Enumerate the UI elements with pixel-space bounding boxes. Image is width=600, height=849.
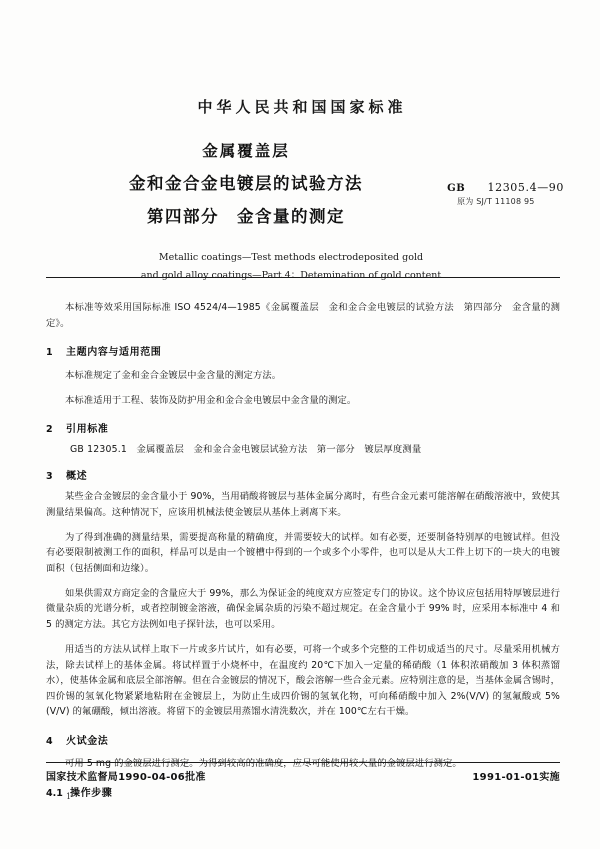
section-number-2: 2 [46, 424, 53, 436]
page-number: 1 [66, 792, 72, 801]
footer-divider [46, 762, 560, 763]
section-heading-1 [46, 343, 560, 358]
section-3-paragraph-2: 为了得到准确的测量结果，需要提高称量的精确度，并需要较大的试样。如有必要，还要制备特别厚的电镀试样。但没有必要限制被测工作的面积，样品可以是由一个镀槽中得到的一个或多个小零件，也可以是从大工件上切下的一块大的电镀面积（包括侧面和边缘）。 [46, 531, 560, 574]
standard-former-code: 原为 SJ/T 11108 95 [457, 196, 535, 206]
section-heading-4 [46, 732, 560, 747]
section-3-paragraph-4: 用适当的方法从试样上取下一片或多片试片，如有必要，可将一个或多个完整的工件切成适当的尺寸。尽量采用机械方法，除去试样上的基体金属。将试样置于小烧杯中，在温度约 20℃下加入一定量的稀硝酸（1 体积浓硝酸加 3 体积蒸馏水），使基体金属和底层全部溶解。但在合金镀层的情况下，酸会溶解一些合金元素。应特别注意的是，当基体金属含锡时，四价锡的氢氧化物紧紧地粘附在金镀层上，为防止生成四价锡的氢氧化物，可向稀硝酸中加入 2%(V/V) 的氢氟酸或 5%(V/V) 的氟硼酸，倾出溶液。将留下的金镀层用蒸馏水清洗数次，并在 100℃左右干燥。 [46, 643, 560, 718]
page-footer [46, 768, 560, 783]
section-heading-3 [46, 467, 560, 482]
document-body [46, 291, 560, 802]
section-number-3: 3 [46, 471, 53, 483]
section-title-3: 概述 [66, 471, 88, 483]
standard-prefix: GB [447, 183, 466, 194]
cover-header [0, 96, 600, 284]
section-heading-4-1 [46, 784, 560, 799]
section-1-content [46, 368, 560, 408]
section-3-content [46, 489, 560, 720]
section-number-4-1: 4.1 [46, 787, 63, 799]
standard-code-block [447, 181, 564, 208]
national-standard-line: 中华人民共和国国家标准 [197, 98, 407, 116]
section-title-4: 火试金法 [66, 735, 109, 747]
english-title-line-2: and gold alloy coatings—Part 4：Detemination of gold content [140, 269, 442, 281]
effective-date: 1991-01-01实施 [472, 772, 560, 783]
approval-authority-and-date: 国家技术监督局1990-04-06批准 [46, 772, 206, 783]
standard-number: 12305.4—90 [487, 181, 564, 194]
standard-number-line [447, 181, 564, 196]
section-title-4-1: 操作步骤 [70, 787, 113, 799]
section-number-4: 4 [46, 735, 53, 747]
title-line-3: 第四部分 金含量的测定 [147, 207, 345, 226]
section-heading-2 [46, 420, 560, 435]
english-title [0, 249, 600, 284]
title-wrapper [0, 139, 600, 227]
english-title-line-1: Metallic coatings—Test methods electrodeposited gold [158, 252, 424, 263]
section-title-1: 主题内容与适用范围 [66, 347, 162, 359]
section-1-paragraph-1: 本标准规定了金和金合金镀层中金含量的测定方法。 [65, 369, 282, 381]
section-3-paragraph-3: 如果供需双方商定金的含量应大于 99%，那么为保证金的纯度双方应签定专门的协议。这个协议应包括用特厚镀层进行微量杂质的光谱分析，或者控制镀金溶液，确保金属杂质的污染不超过规定。在金含量小于 99% 时，应采用本标准中 4 和 5 的测定方法。其它方法例如电子探针法，也可以采用。 [46, 587, 560, 631]
title-line-1: 金属覆盖层 [202, 142, 290, 160]
section-title-2: 引用标准 [66, 424, 109, 436]
title-line-2: 金和金合金电镀层的试验方法 [129, 174, 363, 193]
section-1-paragraph-2: 本标准适用于工程、装饰及防护用金和金合金电镀层中金含量的测定。 [65, 394, 357, 406]
section-4-paragraph-1: 可用 5 mg 的金镀层进行测定。为得到较高的准确度，应尽可能使用较大量的金镀层进行测定。 [65, 758, 462, 770]
referenced-standard: GB 12305.1 金属覆盖层 金和金合金电镀层试验方法 第一部分 镀层厚度测量 [70, 444, 422, 456]
section-3-paragraph-1: 某些金合金镀层的金含量小于 90%，当用硝酸将镀层与基体金属分离时，有些合金元素可能溶解在硝酸溶液中，致使其测量结果偏高。这种情况下，应该用机械法使金镀层从基体上剥离下来。 [46, 491, 560, 518]
section-number-1: 1 [46, 347, 53, 359]
header-divider [46, 277, 560, 278]
preamble-paragraph: 本标准等效采用国际标准 ISO 4524/4—1985《金属覆盖层 金和金合金电镀层的试验方法 第四部分 金含量的测定》。 [46, 302, 560, 329]
